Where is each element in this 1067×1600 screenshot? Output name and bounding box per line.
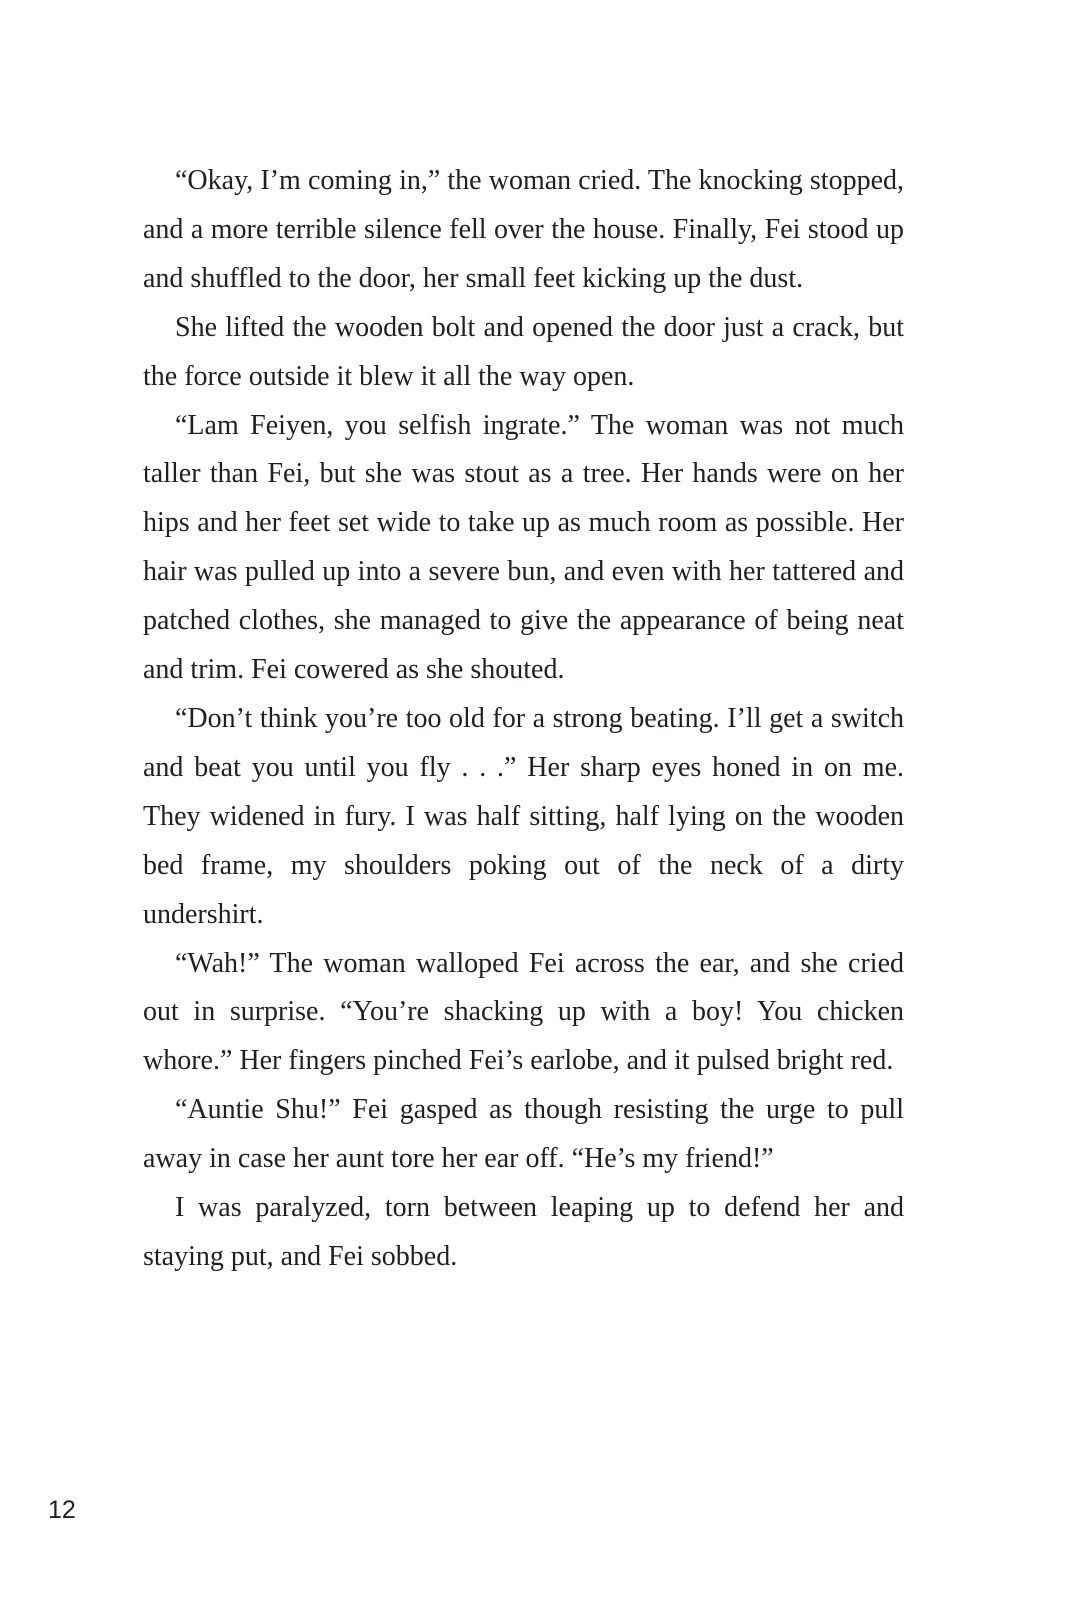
paragraph: “Wah!” The woman walloped Fei across the ear, and she cried out in surprise. “You’re shacking up with a boy! You chicken whore.” Her fingers pinched Fei’s earlobe, and it pulsed bright red. [143,947,904,1077]
paragraph: She lifted the wooden bolt and opened the door just a crack, but the force outside it blew it all the way open. [143,311,904,392]
body-text [143,157,904,1282]
paragraph: I was paralyzed, torn between leaping up to defend her and staying put, and Fei sobbed. [143,1192,904,1272]
paragraph: “Auntie Shu!” Fei gasped as though resisting the urge to pull away in case her aunt tore her ear off. “He’s my friend!” [143,1094,904,1175]
paragraph: “Okay, I’m coming in,” the woman cried. The knocking stopped, and a more terrible silence fell over the house. Finally, Fei stood up and shuffled to the door, her small feet kicking up the dust. [143,165,904,294]
paragraph: “Lam Feiyen, you selfish ingrate.” The woman was not much taller than Fei, but she was stout as a tree. Her hands were on her hips and her feet set wide to take up as much room as possible. Her hair was pulled up into a severe bun, and even with her tattered and patched clothes, she managed to give the appearance of being neat and trim. Fei cowered as she shouted. [143,409,904,686]
paragraph: “Don’t think you’re too old for a strong beating. I’ll get a switch and beat you until you fly . . .” Her sharp eyes honed in on me. They widened in fury. I was half sitting, half lying on the wooden bed frame, my shoulders poking out of the neck of a dirty undershirt. [143,702,904,930]
page-number: 12 [48,1496,76,1524]
